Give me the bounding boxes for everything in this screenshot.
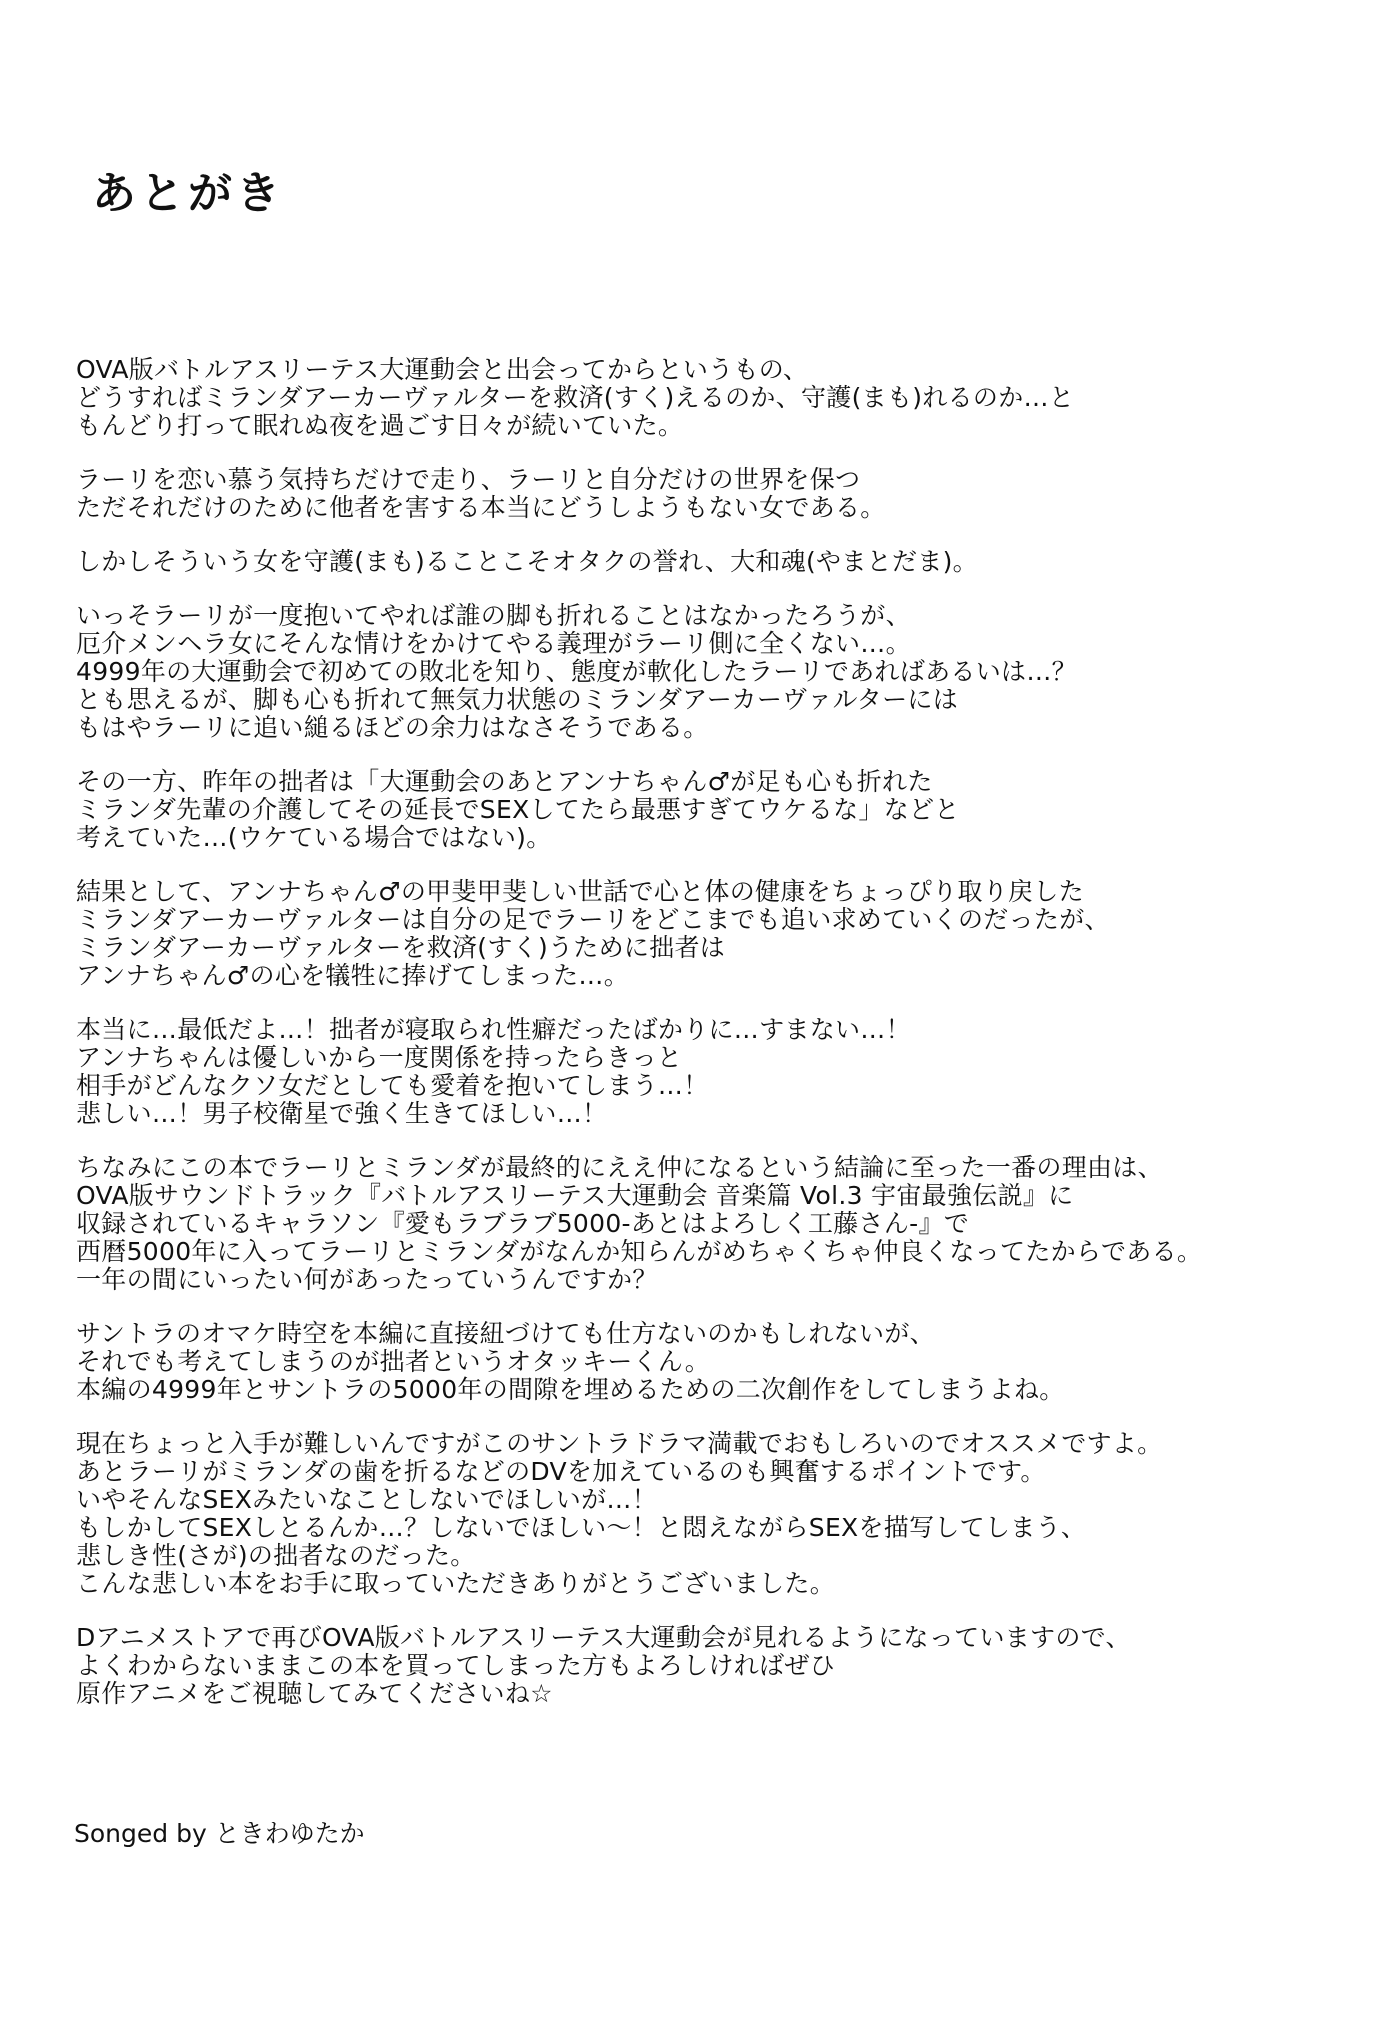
- text-line: 悲しき性(さが)の拙者なのだった。: [76, 1541, 476, 1570]
- text-line: 本当に…最低だよ…！拙者が寝取られ性癖だったばかりに…すまない…！: [76, 1015, 911, 1044]
- text-line: それでも考えてしまうのが拙者というオタッキーくん。: [76, 1347, 711, 1376]
- text-line: ただそれだけのために他者を害する本当にどうしようもない女である。: [76, 493, 886, 522]
- afterword-paragraph: [76, 356, 1336, 440]
- text-line: 結果として、アンナちゃん♂の甲斐甲斐しい世話で心と体の健康をちょっぴり取り戻した: [76, 877, 1084, 906]
- text-line: もはやラーリに追い縋るほどの余力はなさそうである。: [76, 713, 709, 742]
- afterword-paragraph: [76, 548, 1336, 576]
- text-line: 原作アニメをご視聴してみてくださいね☆: [76, 1679, 553, 1708]
- text-line: OVA版バトルアスリーテス大運動会と出会ってからというもの、: [76, 355, 809, 384]
- page-title: あとがき: [92, 168, 284, 219]
- text-line: その一方、昨年の拙者は「大運動会のあとアンナちゃん♂が足も心も折れた: [76, 767, 933, 796]
- text-line: いやそんなSEXみたいなことしないでほしいが…！: [76, 1485, 657, 1514]
- text-line: 収録されているキャラソン『愛もラブラブ5000-あとはよろしく工藤さん-』で: [76, 1209, 970, 1238]
- text-line: もんどり打って眠れぬ夜を過ごす日々が続いていた。: [76, 411, 684, 440]
- text-line: 悲しい…！男子校衛星で強く生きてほしい…！: [76, 1099, 608, 1128]
- afterword-paragraph: [76, 1430, 1336, 1598]
- text-line: いっそラーリが一度抱いてやれば誰の脚も折れることはなかったろうが、: [76, 601, 911, 630]
- text-line: アンナちゃんは優しいから一度関係を持ったらきっと: [76, 1043, 683, 1072]
- text-line: しかしそういう女を守護(まも)ることこそオタクの誉れ、大和魂(やまとだま)。: [76, 547, 978, 576]
- text-line: Dアニメストアで再びOVA版バトルアスリーテス大運動会が見れるようになっていますので、: [76, 1623, 1131, 1652]
- text-line: 相手がどんなクソ女だとしても愛着を抱いてしまう…！: [76, 1071, 709, 1100]
- text-line: 本編の4999年とサントラの5000年の間隙を埋めるための二次創作をしてしまうよね。: [76, 1375, 1065, 1404]
- text-line: サントラのオマケ時空を本編に直接紐づけても仕方ないのかもしれないが、: [76, 1319, 935, 1348]
- text-line: ラーリを恋い慕う気持ちだけで走り、ラーリと自分だけの世界を保つ: [76, 465, 861, 494]
- text-line: こんな悲しい本をお手に取っていただきありがとうございました。: [76, 1569, 836, 1598]
- afterword-paragraph: [76, 1624, 1336, 1708]
- afterword-paragraph: [76, 768, 1336, 852]
- text-line: あとラーリがミランダの歯を折るなどのDVを加えているのも興奮するポイントです。: [76, 1457, 1046, 1486]
- author-signature: Songed by ときわゆたか: [74, 1819, 365, 1848]
- text-line: 4999年の大運動会で初めての敗北を知り、態度が軟化したラーリであればあるいは…？: [76, 657, 1077, 686]
- text-line: ミランダアーカーヴァルターを救済(すく)うために拙者は: [76, 933, 726, 962]
- afterword-body: [76, 356, 1336, 1734]
- text-line: 考えていた…(ウケている場合ではない)。: [76, 823, 552, 852]
- text-line: OVA版サウンドトラック『バトルアスリーテス大運動会 音楽篇 Vol.3 宇宙最強伝説』に: [76, 1181, 1074, 1210]
- text-line: どうすればミランダアーカーヴァルターを救済(すく)えるのか、守護(まも)れるのか…と: [76, 383, 1075, 412]
- text-line: ちなみにこの本でラーリとミランダが最終的にええ仲になるという結論に至った一番の理由は、: [76, 1153, 1163, 1182]
- text-line: もしかしてSEXしとるんか…？しないでほしい～！と悶えながらSEXを描写してしまう、: [76, 1513, 1087, 1542]
- afterword-paragraph: [76, 466, 1336, 522]
- text-line: アンナちゃん♂の心を犠牲に捧げてしまった…。: [76, 961, 630, 990]
- afterword-paragraph: [76, 1320, 1336, 1404]
- text-line: よくわからないままこの本を買ってしまった方もよろしければぜひ: [76, 1651, 836, 1680]
- text-line: 西暦5000年に入ってラーリとミランダがなんか知らんがめちゃくちゃ仲良くなってたからである。: [76, 1237, 1203, 1266]
- text-line: ミランダ先輩の介護してその延長でSEXしてたら最悪すぎてウケるな」などと: [76, 795, 960, 824]
- text-line: 厄介メンヘラ女にそんな情けをかけてやる義理がラーリ側に全くない…。: [76, 629, 911, 658]
- text-line: 一年の間にいったい何があったっていうんですか？: [76, 1265, 658, 1294]
- afterword-paragraph: [76, 1016, 1336, 1128]
- afterword-paragraph: [76, 602, 1336, 742]
- text-line: とも思えるが、脚も心も折れて無気力状態のミランダアーカーヴァルターには: [76, 685, 959, 714]
- afterword-paragraph: [76, 1154, 1336, 1294]
- text-line: ミランダアーカーヴァルターは自分の足でラーリをどこまでも追い求めていくのだったが、: [76, 905, 1110, 934]
- afterword-paragraph: [76, 878, 1336, 990]
- text-line: 現在ちょっと入手が難しいんですがこのサントラドラマ満載でおもしろいのでオススメですよ。: [76, 1429, 1163, 1458]
